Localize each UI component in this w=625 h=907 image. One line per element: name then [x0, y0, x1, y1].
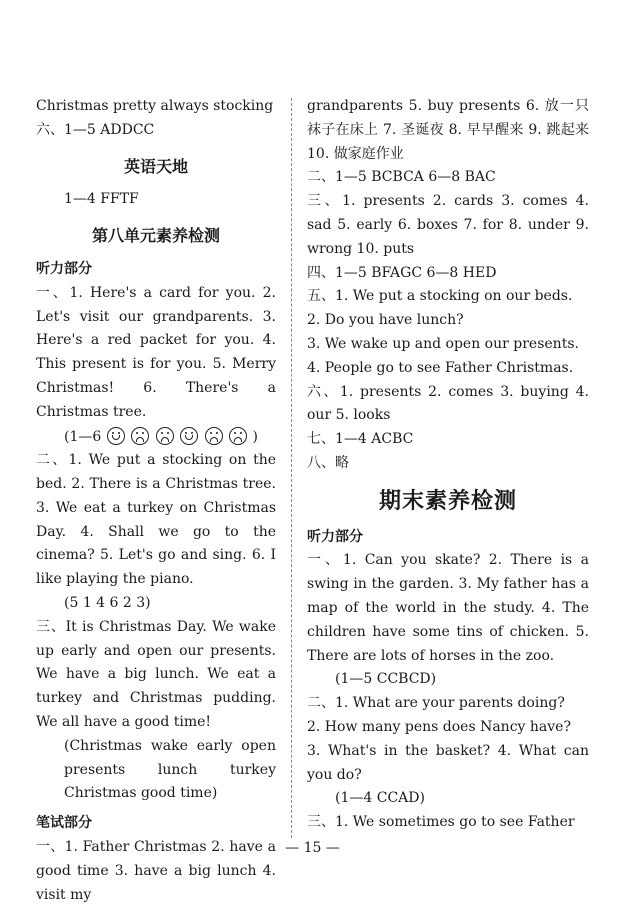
subheading-listening: 听力部分	[307, 528, 363, 545]
sad-face-icon	[156, 427, 174, 445]
faces-answer	[36, 425, 276, 450]
listening-script-2: 二、1. We put a stocking on the bed. 2. There is a Christmas tree. 3. We eat a turkey on Christmas Day. 4. Shall we go to the cinema? 5. Let's go and sing. 6. I like playing the piano.	[36, 452, 276, 588]
text-line: Christmas pretty always stocking	[36, 98, 274, 114]
answer-line: 三、1. presents 2. cards 3. comes 4. sad 5. early 6. boxes 7. for 8. under 9. wrong 10. puts	[307, 193, 589, 257]
answer-line: grandparents 5. buy presents 6. 放一只袜子在床上 7. 圣诞夜 8. 早早醒来 9. 跳起来 10. 做家庭作业	[307, 98, 589, 162]
listening-script-1: 一、1. Here's a card for you. 2. Let's visit our grandparents. 3. Here's a red packet for you. 4. This present is for you. 5. Merry Christmas! 6. There's a Christmas tree.	[36, 284, 276, 420]
faces-close: )	[252, 428, 258, 445]
listening-script-2: 3. What's in the basket? 4. What can you do?	[307, 742, 589, 783]
subheading-writing: 笔试部分	[36, 815, 92, 832]
writing-answers: 一、1. Father Christmas 2. have a good time 3. have a big lunch 4. visit my	[36, 839, 276, 903]
smiley-face-icon	[107, 427, 125, 445]
answer-line: 二、1—5 BCBCA 6—8 BAC	[307, 169, 496, 186]
smiley-face-icon	[180, 427, 198, 445]
answer-line: 七、1—4 ACBC	[307, 431, 414, 448]
listening-script-3: 三、It is Christmas Day. We wake up early and open our presents. We have a big lunch. We eat a turkey and Christmas pudding. We all have a good time!	[36, 618, 276, 731]
answer-line: 3. We wake up and open our presents.	[307, 335, 579, 352]
sad-face-icon	[131, 427, 149, 445]
listening-script-2: 二、1. What are your parents doing?	[307, 695, 565, 712]
section-heading-english-corner: 英语天地	[123, 156, 188, 176]
answer-line: 四、1—5 BFAGC 6—8 HED	[307, 264, 497, 281]
right-column	[307, 95, 589, 835]
answer-line: 4. People go to see Father Christmas.	[307, 359, 574, 376]
column-divider	[291, 98, 292, 838]
section-heading-unit8: 第八单元素养检测	[91, 226, 220, 246]
answer-line: (1—4 CCAD)	[335, 790, 425, 807]
subheading-listening: 听力部分	[36, 260, 92, 277]
answer-line: (5 1 4 6 2 3)	[64, 595, 151, 612]
answer-line: 2. Do you have lunch?	[307, 312, 464, 329]
faces-label: (1—6	[64, 428, 102, 445]
section-heading-final-test: 期末素养检测	[378, 488, 517, 514]
listening-script-2: 2. How many pens does Nancy have?	[307, 718, 571, 735]
faces-row	[106, 425, 248, 449]
answer-line: 五、1. We put a stocking on our beds.	[307, 288, 573, 305]
page-number: — 15 —	[285, 840, 340, 856]
answer-line: 六、1—5 ADDCC	[36, 121, 155, 138]
listening-script-1: 一、1. Can you skate? 2. There is a swing in the garden. 3. My father has a map of the world in the study. 4. The children have some tins of chicken. 5. There are lots of horses in the zoo.	[307, 552, 589, 664]
answer-line: (Christmas wake early open presents lunch turkey Christmas good time)	[64, 737, 276, 802]
sad-face-icon	[229, 427, 247, 445]
sad-face-icon	[205, 427, 223, 445]
answer-line: (1—5 CCBCD)	[335, 671, 437, 688]
answer-line: 八、略	[307, 454, 349, 471]
answer-line: 六、1. presents 2. comes 3. buying 4. our 5. looks	[307, 383, 589, 424]
listening-script-3: 三、1. We sometimes go to see Father	[307, 814, 575, 831]
answer-line: 1—4 FFTF	[64, 191, 139, 208]
left-column	[36, 95, 276, 907]
